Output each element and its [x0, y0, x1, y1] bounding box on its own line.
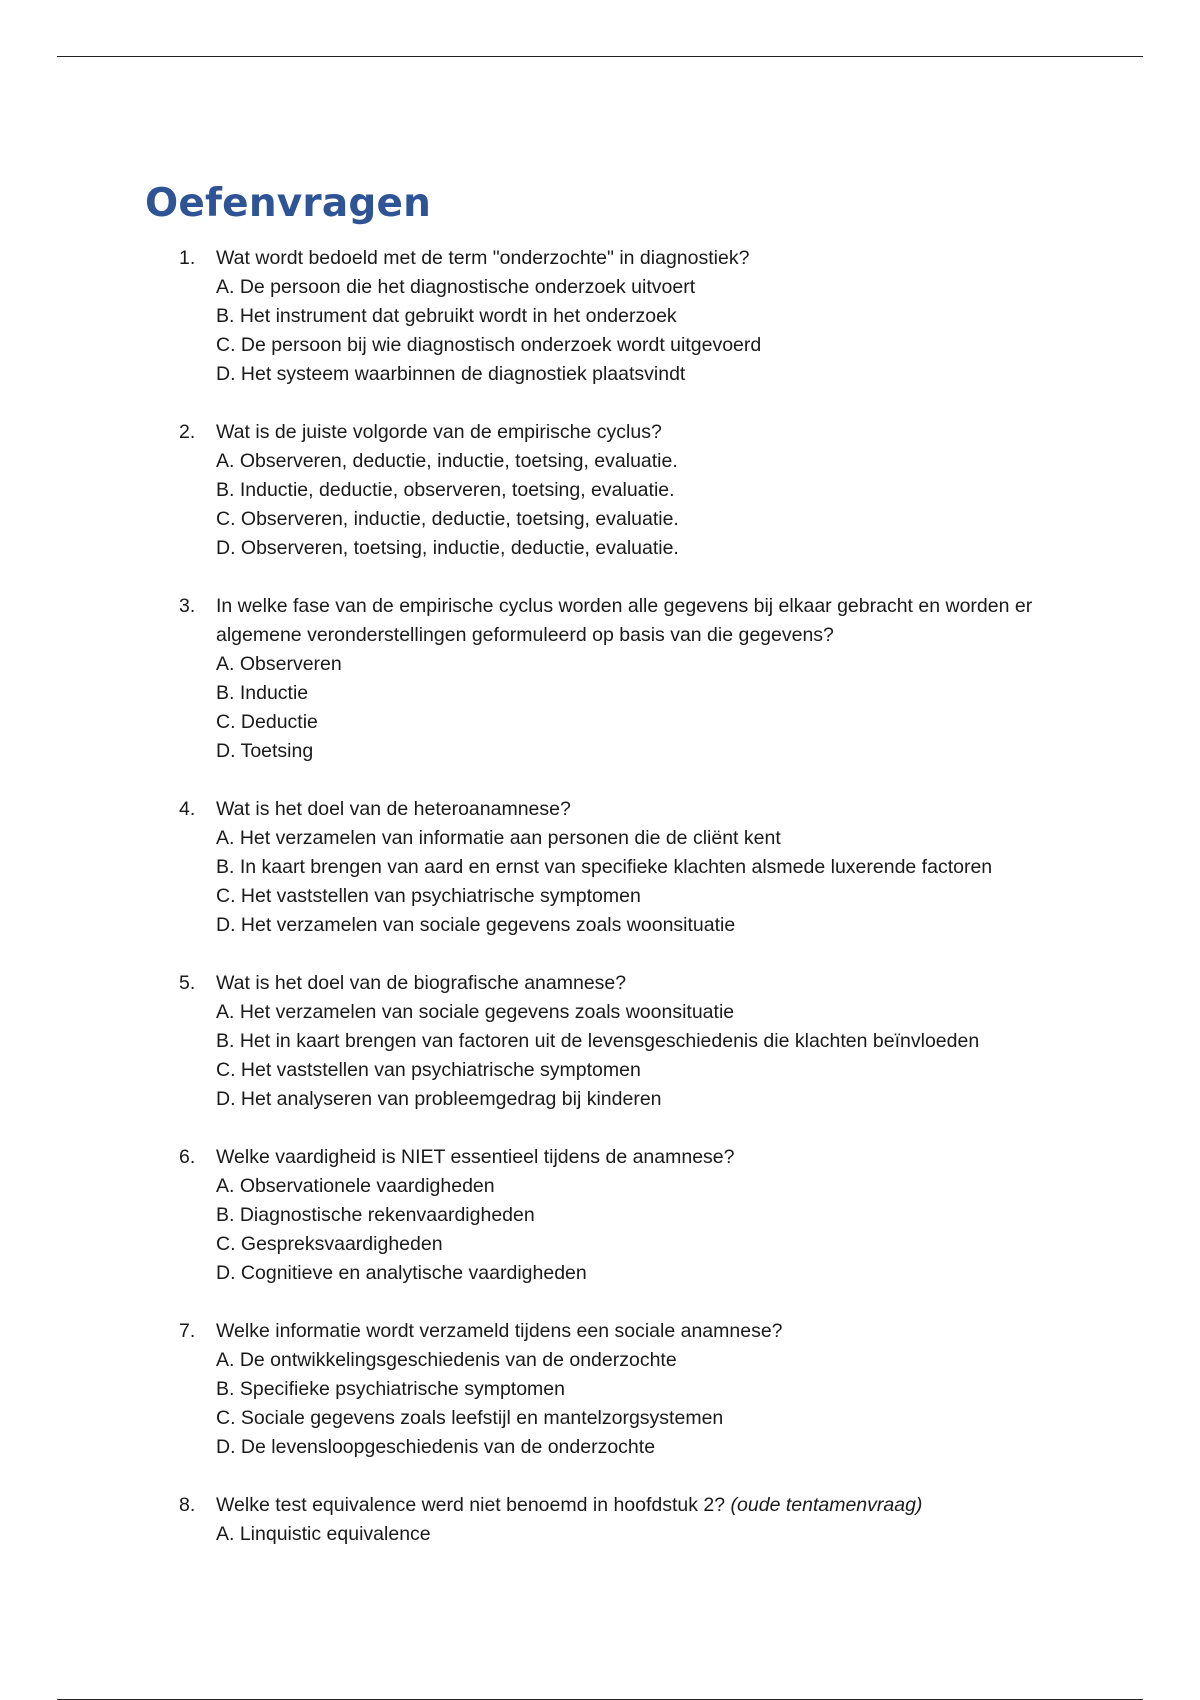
answer-options	[216, 1172, 1065, 1288]
question-text: Wat is het doel van de biografische anamnese?	[216, 972, 627, 994]
answer-option: C. Sociale gegevens zoals leefstijl en mantelzorgsystemen	[216, 1407, 724, 1429]
question-text: Welke vaardigheid is NIET essentieel tijdens de anamnese?	[216, 1146, 735, 1168]
document-body	[145, 178, 1065, 1578]
answer-options	[216, 824, 1065, 940]
answer-option: B. Inductie	[216, 682, 309, 704]
question-4	[145, 795, 1065, 940]
answer-option: B. Het instrument dat gebruikt wordt in het onderzoek	[216, 305, 677, 327]
question-text: Wat is de juiste volgorde van de empirische cyclus?	[216, 421, 662, 443]
question-note: (oude tentamenvraag)	[730, 1494, 923, 1516]
answer-option: C. Het vaststellen van psychiatrische symptomen	[216, 885, 641, 907]
question-list	[145, 244, 1065, 1549]
answer-option: C. Observeren, inductie, deductie, toetsing, evaluatie.	[216, 508, 679, 530]
answer-option: D. Cognitieve en analytische vaardigheden	[216, 1262, 587, 1284]
answer-options	[216, 1346, 1065, 1462]
answer-option: A. Observeren	[216, 653, 342, 675]
answer-option: A. De ontwikkelingsgeschiedenis van de onderzochte	[216, 1349, 677, 1371]
answer-option: B. Specifieke psychiatrische symptomen	[216, 1378, 565, 1400]
question-3	[145, 592, 1065, 766]
answer-option: D. Het analyseren van probleemgedrag bij kinderen	[216, 1088, 662, 1110]
answer-option: D. Observeren, toetsing, inductie, deductie, evaluatie.	[216, 537, 679, 559]
answer-option: D. Het verzamelen van sociale gegevens zoals woonsituatie	[216, 914, 736, 936]
answer-option: B. In kaart brengen van aard en ernst van specifieke klachten alsmede luxerende factoren	[216, 856, 993, 878]
answer-option: A. De persoon die het diagnostische onderzoek uitvoert	[216, 276, 696, 298]
question-8	[145, 1491, 1065, 1549]
answer-options	[216, 447, 1065, 563]
answer-option: B. Diagnostische rekenvaardigheden	[216, 1204, 535, 1226]
question-number: 3.	[179, 595, 196, 617]
answer-options	[216, 998, 1065, 1114]
question-text-line	[216, 1491, 1065, 1520]
answer-option: D. Toetsing	[216, 740, 314, 762]
answer-option: D. Het systeem waarbinnen de diagnostiek plaatsvindt	[216, 363, 686, 385]
question-number: 1.	[179, 247, 196, 269]
answer-option: C. Het vaststellen van psychiatrische symptomen	[216, 1059, 641, 1081]
answer-option: B. Het in kaart brengen van factoren uit de levensgeschiedenis die klachten beïnvloeden	[216, 1030, 980, 1052]
question-number: 4.	[179, 798, 196, 820]
question-7	[145, 1317, 1065, 1462]
answer-option: B. Inductie, deductie, observeren, toetsing, evaluatie.	[216, 479, 675, 501]
answer-option: A. Het verzamelen van sociale gegevens zoals woonsituatie	[216, 1001, 735, 1023]
top-rule	[57, 56, 1143, 57]
question-number: 2.	[179, 421, 196, 443]
answer-option: A. Observeren, deductie, inductie, toetsing, evaluatie.	[216, 450, 678, 472]
question-1	[145, 244, 1065, 389]
question-6	[145, 1143, 1065, 1288]
question-2	[145, 418, 1065, 563]
answer-option: A. Het verzamelen van informatie aan personen die de cliënt kent	[216, 827, 781, 849]
question-number: 8.	[179, 1494, 196, 1516]
answer-option: C. Deductie	[216, 711, 318, 733]
question-number: 6.	[179, 1146, 196, 1168]
answer-options	[216, 1520, 1065, 1549]
question-text: Welke informatie wordt verzameld tijdens een sociale anamnese?	[216, 1320, 783, 1342]
question-text: Wat wordt bedoeld met de term "onderzochte" in diagnostiek?	[216, 247, 750, 269]
question-5	[145, 969, 1065, 1114]
answer-option: C. De persoon bij wie diagnostisch onderzoek wordt uitgevoerd	[216, 334, 762, 356]
question-number: 7.	[179, 1320, 196, 1342]
page-title: Oefenvragen	[145, 181, 432, 226]
question-number: 5.	[179, 972, 196, 994]
answer-option: D. De levensloopgeschiedenis van de onderzochte	[216, 1436, 656, 1458]
question-text: In welke fase van de empirische cyclus worden alle gegevens bij elkaar gebracht en worden er algemene veronderstellingen geformuleerd op basis van die gegevens?	[216, 595, 1033, 646]
answer-options	[216, 273, 1065, 389]
answer-options	[216, 650, 1065, 766]
answer-option: A. Observationele vaardigheden	[216, 1175, 495, 1197]
question-text: Wat is het doel van de heteroanamnese?	[216, 798, 571, 820]
answer-option: C. Gespreksvaardigheden	[216, 1233, 443, 1255]
answer-option: A. Linquistic equivalence	[216, 1523, 431, 1545]
question-text: Welke test equivalence werd niet benoemd in hoofdstuk 2?	[216, 1494, 726, 1516]
